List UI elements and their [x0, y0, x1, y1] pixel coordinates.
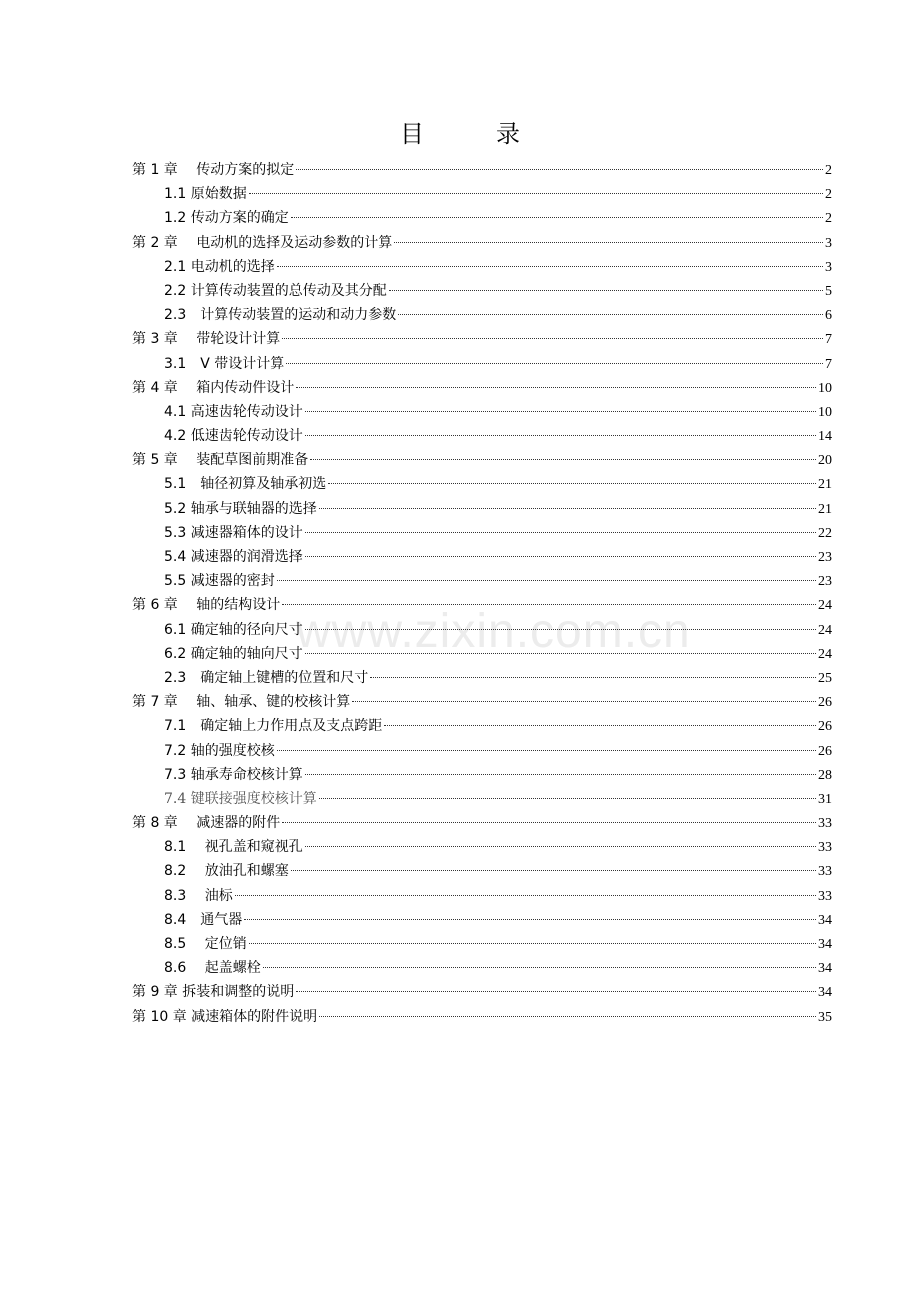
- toc-entry-label: 6.1 确定轴的径向尺寸: [164, 621, 303, 638]
- toc-leader-dots: [249, 192, 823, 194]
- toc-section-entry[interactable]: [132, 424, 832, 448]
- toc-section-entry[interactable]: [132, 206, 832, 230]
- toc-leader-dots: [296, 168, 823, 170]
- toc-leader-dots: [277, 265, 823, 267]
- toc-entry-label: 第 9 章 拆装和调整的说明: [132, 984, 295, 1001]
- toc-entry-page-number: 33: [818, 864, 832, 880]
- toc-leader-dots: [282, 337, 823, 339]
- toc-entry-page-number: 34: [818, 961, 832, 977]
- toc-entry-page-number: 3: [825, 235, 832, 251]
- toc-entry-label: 8.3 油标: [164, 887, 233, 904]
- toc-leader-dots: [384, 724, 816, 726]
- toc-section-entry[interactable]: [132, 908, 832, 932]
- toc-entry-label: 2.3 计算传动装置的运动和动力参数: [164, 307, 397, 324]
- toc-section-entry[interactable]: [132, 618, 832, 642]
- toc-leader-dots: [286, 362, 823, 364]
- toc-entry-label: 5.2 轴承与联轴器的选择: [164, 500, 317, 517]
- toc-entry-page-number: 21: [818, 501, 832, 517]
- toc-section-entry[interactable]: [132, 352, 832, 376]
- toc-entry-page-number: 33: [818, 816, 832, 832]
- toc-entry-page-number: 34: [818, 912, 832, 928]
- toc-leader-dots: [296, 386, 816, 388]
- toc-chapter-entry[interactable]: [132, 158, 832, 182]
- table-of-contents: [132, 158, 832, 1029]
- toc-entry-label: 5.1 轴径初算及轴承初选: [164, 476, 327, 493]
- toc-section-entry[interactable]: [132, 956, 832, 980]
- toc-leader-dots: [305, 845, 816, 847]
- toc-entry-page-number: 34: [818, 937, 832, 952]
- toc-entry-label: 第 8 章 减速器的附件: [132, 815, 281, 832]
- toc-entry-label: 2.3 确定轴上键槽的位置和尺寸: [164, 669, 369, 686]
- toc-leader-dots: [291, 869, 816, 871]
- toc-entry-page-number: 22: [818, 525, 832, 541]
- toc-chapter-entry[interactable]: [132, 376, 832, 400]
- toc-entry-page-number: 35: [818, 1009, 832, 1025]
- toc-leader-dots: [398, 313, 823, 315]
- toc-leader-dots: [319, 507, 816, 509]
- toc-entry-page-number: 24: [818, 622, 832, 638]
- toc-entry-label: 第 3 章 带轮设计计算: [132, 331, 281, 348]
- toc-entry-page-number: 7: [825, 332, 832, 348]
- toc-entry-page-number: 7: [825, 356, 832, 372]
- toc-entry-label: 1.1 原始数据: [164, 186, 247, 203]
- toc-leader-dots: [319, 1015, 816, 1017]
- toc-entry-page-number: 2: [825, 211, 832, 227]
- toc-entry-page-number: 2: [825, 163, 832, 178]
- toc-entry-page-number: 34: [818, 985, 832, 1001]
- toc-entry-label: 7.2 轴的强度校核: [164, 742, 275, 759]
- toc-entry-page-number: 33: [818, 840, 832, 856]
- toc-leader-dots: [305, 555, 816, 557]
- toc-entry-page-number: 24: [818, 646, 832, 662]
- toc-entry-page-number: 21: [818, 477, 832, 493]
- toc-leader-dots: [277, 749, 816, 751]
- toc-section-entry[interactable]: [132, 472, 832, 496]
- toc-entry-label: 第 2 章 电动机的选择及运动参数的计算: [132, 234, 393, 251]
- toc-entry-page-number: 31: [818, 791, 832, 807]
- toc-leader-dots: [305, 531, 816, 533]
- toc-leader-dots: [263, 966, 816, 968]
- toc-entry-page-number: 25: [818, 670, 832, 686]
- toc-leader-dots: [305, 628, 816, 630]
- toc-leader-dots: [305, 410, 816, 412]
- toc-entry-label: 2.1 电动机的选择: [164, 258, 275, 275]
- toc-leader-dots: [310, 458, 816, 460]
- toc-section-entry[interactable]: [132, 497, 832, 521]
- toc-leader-dots: [319, 797, 816, 799]
- toc-entry-label: 4.1 高速齿轮传动设计: [164, 403, 303, 420]
- toc-leader-dots: [235, 894, 816, 896]
- toc-entry-label: 8.5 定位销: [164, 936, 247, 952]
- toc-entry-label: 7.1 确定轴上力作用点及支点跨距: [164, 718, 383, 735]
- toc-entry-label: 第 6 章 轴的结构设计: [132, 597, 281, 614]
- toc-chapter-entry[interactable]: [132, 980, 832, 1004]
- toc-chapter-entry[interactable]: [132, 231, 832, 255]
- toc-leader-dots: [394, 241, 823, 243]
- toc-section-entry[interactable]: [132, 714, 832, 738]
- toc-leader-dots: [305, 434, 816, 436]
- toc-entry-page-number: 26: [818, 719, 832, 735]
- toc-entry-label: 7.3 轴承寿命校核计算: [164, 766, 303, 783]
- toc-entry-page-number: 2: [825, 187, 832, 203]
- toc-section-entry[interactable]: [132, 859, 832, 883]
- toc-entry-label: 8.6 起盖螺栓: [164, 960, 261, 977]
- toc-entry-label: 6.2 确定轴的轴向尺寸: [164, 645, 303, 662]
- toc-chapter-entry[interactable]: [132, 690, 832, 714]
- toc-entry-label: 5.4 减速器的润滑选择: [164, 549, 303, 565]
- toc-leader-dots: [291, 216, 823, 218]
- toc-entry-label: 8.4 通气器: [164, 911, 243, 928]
- toc-section-entry[interactable]: [132, 763, 832, 787]
- toc-entry-label: 3.1 V 带设计计算: [164, 355, 285, 372]
- toc-leader-dots: [370, 676, 816, 678]
- toc-entry-label: 第 4 章 箱内传动件设计: [132, 379, 295, 396]
- toc-entry-page-number: 10: [818, 404, 832, 420]
- toc-leader-dots: [249, 942, 816, 944]
- toc-entry-page-number: 20: [818, 453, 832, 469]
- toc-section-entry[interactable]: [132, 666, 832, 690]
- toc-section-entry[interactable]: [132, 545, 832, 569]
- toc-chapter-entry[interactable]: [132, 811, 832, 835]
- toc-entry-label: 第 1 章 传动方案的拟定: [132, 162, 295, 178]
- toc-leader-dots: [282, 821, 816, 823]
- toc-chapter-entry[interactable]: [132, 327, 832, 351]
- toc-leader-dots: [352, 700, 816, 702]
- toc-leader-dots: [328, 482, 816, 484]
- toc-entry-label: 5.3 减速器箱体的设计: [164, 524, 303, 541]
- toc-leader-dots: [244, 918, 816, 920]
- toc-section-entry[interactable]: [132, 255, 832, 279]
- toc-leader-dots: [389, 289, 823, 291]
- toc-entry-page-number: 6: [825, 308, 832, 324]
- toc-entry-page-number: 3: [825, 259, 832, 275]
- toc-leader-dots: [277, 579, 816, 581]
- toc-section-entry[interactable]: [132, 521, 832, 545]
- toc-entry-label: 2.2 计算传动装置的总传动及其分配: [164, 282, 387, 299]
- toc-entry-label: 第 7 章 轴、轴承、键的校核计算: [132, 694, 351, 711]
- toc-entry-page-number: 5: [825, 283, 832, 299]
- toc-entry-page-number: 28: [818, 767, 832, 783]
- toc-entry-label: 5.5 减速器的密封: [164, 573, 275, 590]
- toc-section-entry[interactable]: [132, 739, 832, 763]
- toc-section-entry[interactable]: [132, 182, 832, 206]
- toc-section-entry[interactable]: [132, 884, 832, 908]
- toc-entry-page-number: 14: [818, 429, 832, 445]
- watermark: www.zixin.com.cn: [296, 605, 691, 658]
- toc-entry-label: 4.2 低速齿轮传动设计: [164, 428, 303, 445]
- toc-leader-dots: [305, 652, 816, 654]
- toc-section-entry[interactable]: [132, 569, 832, 593]
- toc-entry-page-number: 23: [818, 574, 832, 590]
- toc-entry-page-number: 26: [818, 743, 832, 759]
- toc-title: 目 录: [400, 120, 544, 148]
- toc-entry-page-number: 23: [818, 550, 832, 565]
- toc-section-entry[interactable]: [132, 932, 832, 956]
- toc-entry-label: 8.1 视孔盖和窥视孔: [164, 839, 303, 856]
- toc-entry-page-number: 24: [818, 598, 832, 614]
- toc-entry-page-number: 33: [818, 888, 832, 904]
- toc-section-entry[interactable]: [132, 400, 832, 424]
- toc-entry-label: 7.4 键联接强度校核计算: [164, 790, 317, 807]
- toc-entry-label: 1.2 传动方案的确定: [164, 210, 289, 227]
- toc-leader-dots: [305, 773, 816, 775]
- toc-entry-label: 第 5 章 装配草图前期准备: [132, 452, 309, 469]
- toc-chapter-entry[interactable]: [132, 448, 832, 472]
- toc-section-entry[interactable]: [132, 835, 832, 859]
- toc-entry-label: 第 10 章 减速箱体的附件说明: [132, 1008, 318, 1025]
- toc-entry-page-number: 10: [818, 380, 832, 396]
- toc-entry-page-number: 26: [818, 695, 832, 711]
- toc-section-entry[interactable]: [132, 279, 832, 303]
- toc-chapter-entry[interactable]: [132, 593, 832, 617]
- toc-entry-label: 8.2 放油孔和螺塞: [164, 863, 289, 880]
- toc-leader-dots: [296, 990, 816, 992]
- toc-chapter-entry[interactable]: [132, 1005, 832, 1029]
- toc-section-entry[interactable]: [132, 303, 832, 327]
- toc-section-entry[interactable]: [132, 787, 832, 811]
- toc-section-entry[interactable]: [132, 642, 832, 666]
- toc-leader-dots: [282, 603, 816, 605]
